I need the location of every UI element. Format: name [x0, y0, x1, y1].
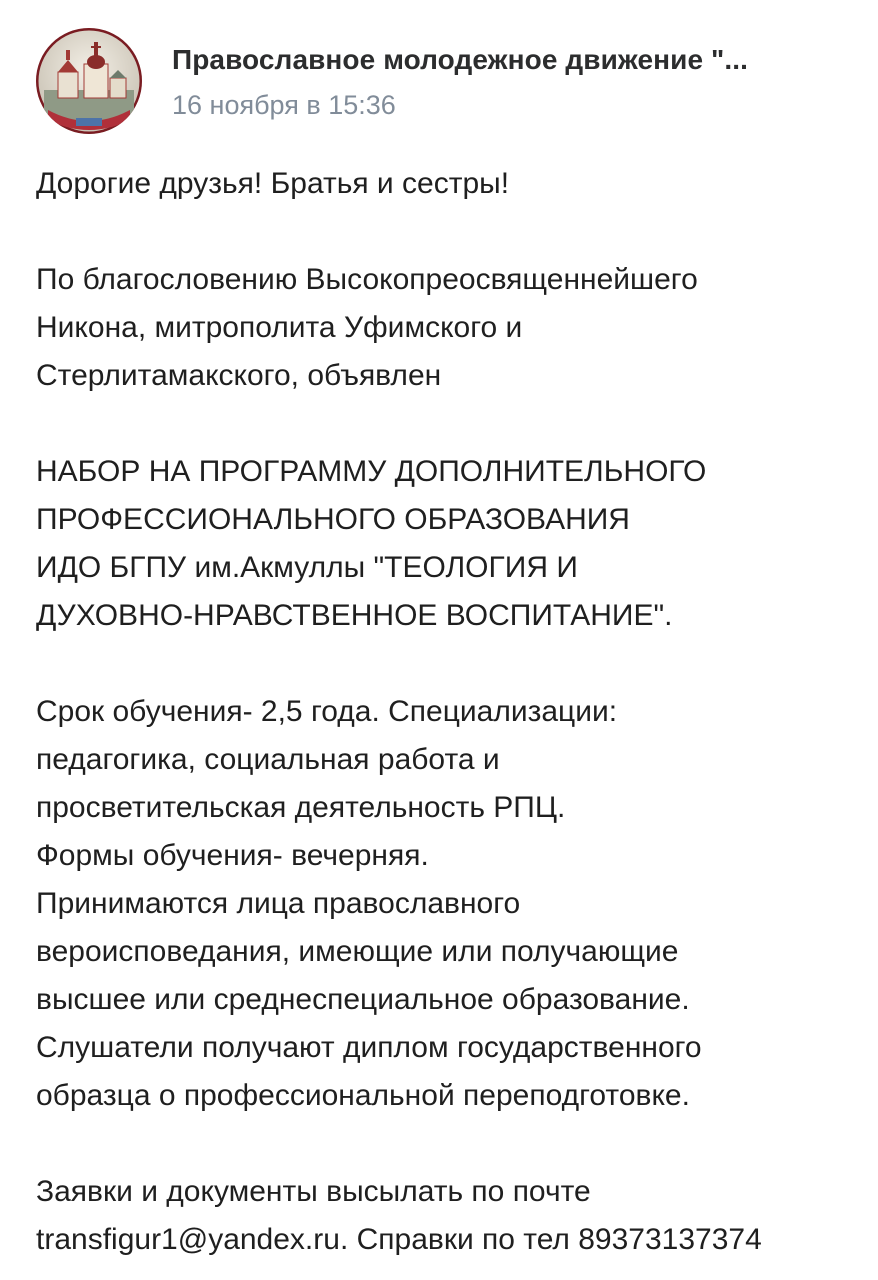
post-text-line: Заявки и документы высылать по почте [36, 1175, 591, 1208]
post-text-line: Принимаются лица православного [36, 887, 521, 920]
paragraph-gap [36, 400, 866, 448]
post-text-line: образца о профессиональной переподготовке. [36, 1079, 690, 1112]
post-text-line: transfigur1@yandex.ru. Справки по тел 89373137374 [36, 1223, 762, 1256]
post-header [0, 0, 878, 150]
church-avatar-icon[interactable] [36, 28, 142, 134]
post-text-line: НАБОР НА ПРОГРАММУ ДОПОЛНИТЕЛЬНОГО [36, 455, 707, 488]
post-text-line: Срок обучения- 2,5 года. Специализации: [36, 695, 618, 728]
post-text [36, 160, 866, 1264]
paragraph-gap [36, 1120, 866, 1168]
post-text-line: Дорогие друзья! Братья и сестры! [36, 167, 510, 200]
paragraph-gap [36, 640, 866, 688]
post-text-line: высшее или среднеспециальное образование. [36, 983, 690, 1016]
post-text-line: педагогика, социальная работа и [36, 743, 500, 776]
post-text-line: По благословению Высокопреосвященнейшего [36, 263, 698, 296]
post-text-line: просветительская деятельность РПЦ. [36, 791, 566, 824]
post-text-line: Формы обучения- вечерняя. [36, 839, 429, 872]
post-text-line: вероисповедания, имеющие или получающие [36, 935, 679, 968]
post-date[interactable]: 16 ноября в 15:36 [172, 90, 396, 120]
author-name[interactable]: Православное молодежное движение "... [172, 44, 749, 75]
post-text-line: ДУХОВНО-НРАВСТВЕННОЕ ВОСПИТАНИЕ". [36, 599, 673, 632]
post-text-line: ПРОФЕССИОНАЛЬНОГО ОБРАЗОВАНИЯ [36, 503, 630, 536]
post-text-line: Никона, митрополита Уфимского и [36, 311, 523, 344]
post-text-line: Слушатели получают диплом государственного [36, 1031, 702, 1064]
post-text-line: ИДО БГПУ им.Акмуллы "ТЕОЛОГИЯ И [36, 551, 578, 584]
paragraph-gap [36, 208, 866, 256]
post-text-line: Стерлитамакского, объявлен [36, 359, 442, 392]
